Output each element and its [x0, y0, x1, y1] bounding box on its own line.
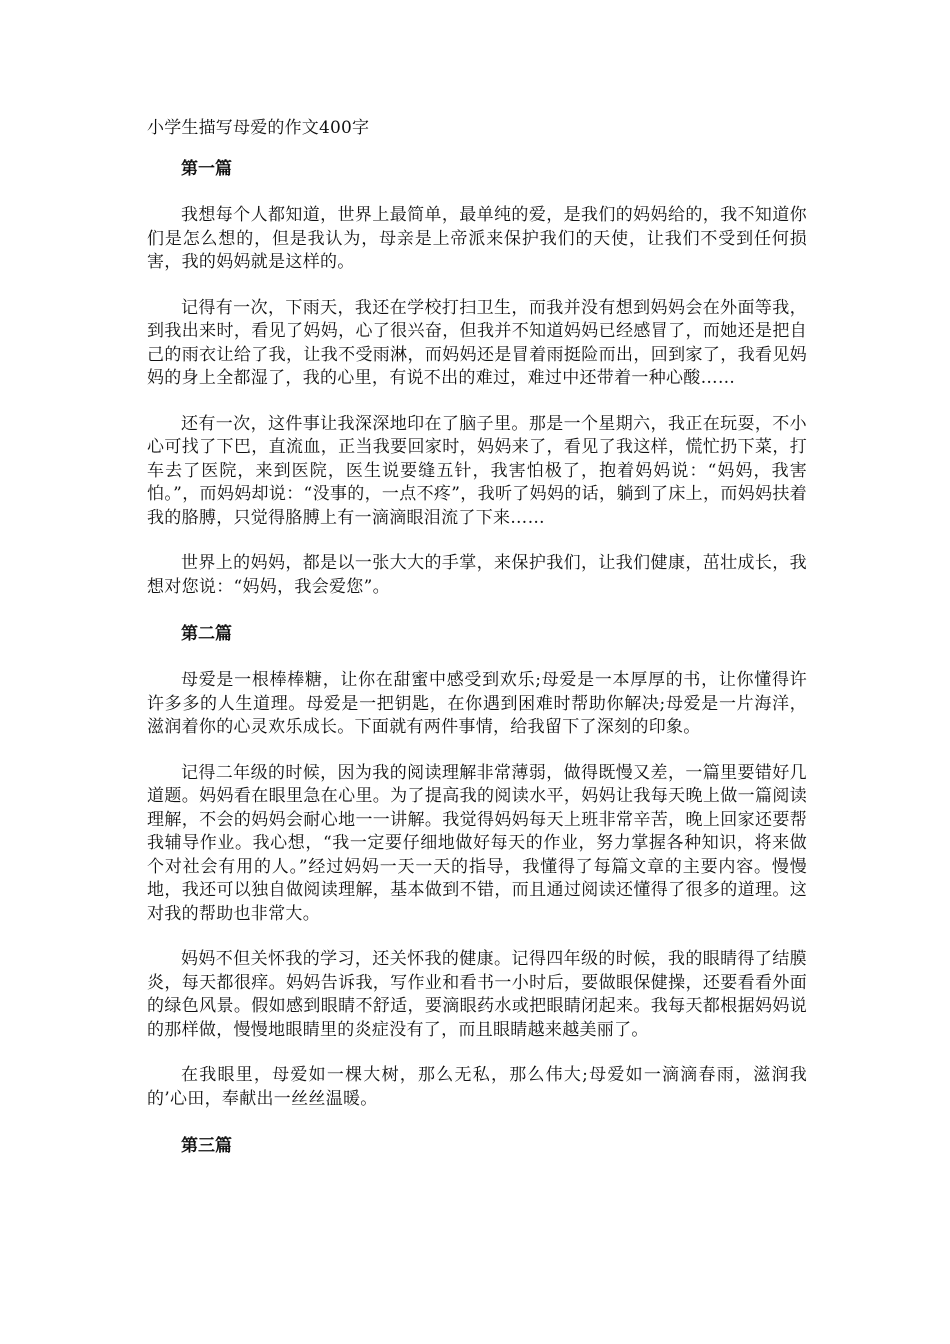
- section-heading-2: 第二篇: [181, 624, 232, 644]
- document-page: [147, 112, 807, 1181]
- document-title: 小学生描写母爱的作文400字: [147, 118, 370, 138]
- paragraph: 母爱是一根棒棒糖，让你在甜蜜中感受到欢乐;母爱是一本厚厚的书，让你懂得许许多多的人生道理。母爱是一把钥匙，在你遇到困难时帮助你解决;母爱是一片海洋，滋润着你的心灵欢乐成长。下面就有两件事情，给我留下了深刻的印象。: [147, 670, 807, 737]
- section-heading-1: 第一篇: [181, 159, 232, 179]
- section-heading-3: 第三篇: [181, 1136, 232, 1156]
- paragraph: 还有一次，这件事让我深深地印在了脑子里。那是一个星期六，我正在玩耍，不小心可找了下巴，直流血，正当我要回家时，妈妈来了，看见了我这样，慌忙扔下菜，打车去了医院，来到医院，医生说要缝五针，我害怕极了，抱着妈妈说：“妈妈，我害怕。”，而妈妈却说：“没事的，一点不疼”，我听了妈妈的话，躺到了床上，而妈妈扶着我的胳膊，只觉得胳膊上有一滴滴眼泪流了下来……: [147, 413, 807, 528]
- paragraph: 记得有一次，下雨天，我还在学校打扫卫生，而我并没有想到妈妈会在外面等我，到我出来时，看见了妈妈，心了很兴奋，但我并不知道妈妈已经感冒了，而她还是把自己的雨衣让给了我，让我不受雨淋，而妈妈还是冒着雨挺险而出，回到家了，我看见妈妈的身上全都湿了，我的心里，有说不出的难过，难过中还带着一种心酸……: [147, 297, 807, 388]
- paragraph: 世界上的妈妈，都是以一张大大的手掌，来保护我们，让我们健康，茁壮成长，我想对您说：“妈妈，我会爱您”。: [147, 553, 807, 597]
- paragraph: 我想每个人都知道，世界上最简单，最单纯的爱，是我们的妈妈给的，我不知道你们是怎么想的，但是我认为，母亲是上帝派来保护我们的天使，让我们不受到任何损害，我的妈妈就是这样的。: [147, 205, 807, 272]
- paragraph: 妈妈不但关怀我的学习，还关怀我的健康。记得四年级的时候，我的眼睛得了结膜炎，每天都很痒。妈妈告诉我，写作业和看书一小时后，要做眼保健操，还要看看外面的绿色风景。假如感到眼睛不舒适，要滴眼药水或把眼睛闭起来。我每天都根据妈妈说的那样做，慢慢地眼睛里的炎症没有了，而且眼睛越来越美丽了。: [147, 949, 807, 1040]
- paragraph: 记得二年级的时候，因为我的阅读理解非常薄弱，做得既慢又差，一篇里要错好几道题。妈妈看在眼里急在心里。为了提高我的阅读水平，妈妈让我每天晚上做一篇阅读理解，不会的妈妈会耐心地一一讲解。我觉得妈妈每天上班非常辛苦，晚上回家还要帮我辅导作业。我心想，“我一定要仔细地做好每天的作业，努力掌握各种知识，将来做个对社会有用的人。”经过妈妈一天一天的指导，我懂得了每篇文章的主要内容。慢慢地，我还可以独自做阅读理解，基本做到不错，而且通过阅读还懂得了很多的道理。这对我的帮助也非常大。: [147, 762, 807, 924]
- paragraph: 在我眼里，母爱如一棵大树，那么无私，那么伟大;母爱如一滴滴春雨，滋润我的’心田，奉献出一丝丝温暖。: [147, 1065, 807, 1109]
